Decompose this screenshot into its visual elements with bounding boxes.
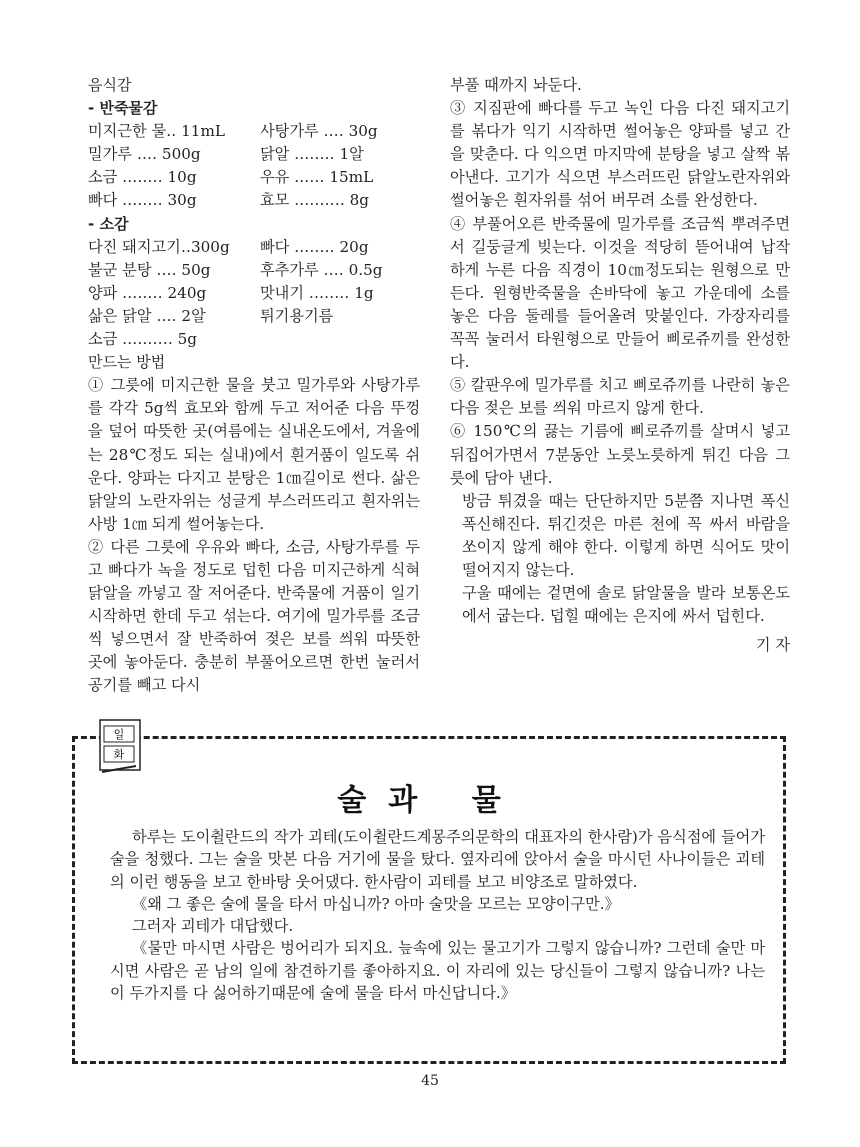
ingredient-item: 소금 ‥‥‥‥‥ 5g [88,330,198,349]
left-column [88,74,420,698]
ingredient-item: 맛내기 ‥‥‥‥ 1g [260,283,374,302]
step-5: ⑤ 칼판우에 밀가루를 치고 삐로쥬끼를 나란히 놓은 다음 젖은 보를 씌워 마르지 않게 한다. [450,376,790,418]
author: 기 자 [755,636,790,655]
story-quote: 《왜 그 좋은 술에 물을 타서 마십니까? 아마 술맛을 모르는 모양이구만.》 [132,894,620,913]
ingredient-item: 빠다 ‥‥‥‥ 30g [88,191,197,210]
filling-subheading: - 소감 [88,214,129,233]
story-paragraph: 그러자 괴테가 대답했다. [132,917,294,936]
story-quote: 《물만 마시면 사람은 벙어리가 되지요. 늪속에 있는 물고기가 그렇지 않습니까? 그런데 술만 마시면 사람은 곧 남의 일에 참견하기를 좋아하지요. 이 자리에 있는 당신들이 그렇지 않습니까? 나는 이 두가지를 다 싫어하기때문에 술에 물을 타서 마신답니다.》 [110,939,765,1003]
step-2: ② 다른 그릇에 우유와 빠다, 소금, 사탕가루를 두고 빠다가 녹을 정도로 덥힌 다음 미지근하게 식혀 닭알을 까넣고 잘 저어준다. 반죽물에 거품이 일기 시작하면 한데 두고 섞는다. 여기에 밀가루를 조금씩 넣으면서 잘 반죽하여 젖은 보를 씌워 따뜻한 곳에 놓아둔다. 충분히 부풀어오르면 한번 눌러서 공기를 빼고 다시 [88,537,420,695]
anecdote-badge-icon [96,716,148,776]
note-2: 구울 때에는 겉면에 솔로 닭알물을 발라 보통온도에서 굽는다. 덥힐 때에는 은지에 싸서 덥힌다. [462,584,790,626]
ingredient-item: 사탕가루 ‥‥ 30g [260,122,378,141]
ingredient-item: 양파 ‥‥‥‥ 240g [88,283,207,302]
ingredient-item: 불군 분탕 ‥‥ 50g [88,260,211,279]
story-title: 술과 물 [337,783,523,818]
step-4: ④ 부풀어오른 반죽물에 밀가루를 조금씩 뿌려주면서 길둥글게 빚는다. 이것을 적당히 뜯어내여 납작하게 누른 다음 직경이 10㎝정도되는 원형으로 만든다. 원형반죽물을 손바닥에 놓고 가운데에 소를 놓은 다음 둘레를 들어올려 맞붙인다. 가장자리를 꼭꼭 눌러서 타원형으로 만들어 삐로쥬끼를 완성한다. [450,214,790,372]
filling-ingredients [88,236,420,351]
method-heading: 만드는 방법 [88,353,166,372]
ingredient-item: 삶은 닭알 ‥‥ 2알 [88,306,206,325]
ingredient-item: 밀가루 ‥‥ 500g [88,145,201,164]
ingredient-item: 우유 ‥‥‥ 15mL [260,168,374,187]
step-3: ③ 지짐판에 빠다를 두고 녹인 다음 다진 돼지고기를 볶다가 익기 시작하면 썰어놓은 양파를 넣고 간을 맞춘다. 다 익으면 마지막에 분탕을 넣고 살짝 볶아낸다. 고기가 식으면 부스러뜨린 닭알노란자위와 썰어놓은 흰자위를 섞어 버무려 소를 완성한다. [450,99,790,210]
ingredients-heading: 음식감 [88,76,132,94]
badge-char-1: 일 [113,728,125,741]
dough-subheading: - 반죽물감 [88,99,158,118]
story-body [110,826,765,1004]
ingredient-item: 소금 ‥‥‥‥ 10g [88,168,197,187]
ingredient-item: 효모 ‥‥‥‥‥ 8g [260,191,370,210]
ingredient-item: 다진 돼지고기‥300g [88,237,230,256]
dough-ingredients [88,120,420,212]
right-column [450,74,790,657]
ingredient-item: 빠다 ‥‥‥‥ 20g [260,237,369,256]
page-number: 45 [421,1073,439,1089]
story-paragraph: 하루는 도이췰란드의 작가 괴테(도이췰란드계몽주의문학의 대표자의 한사람)가 음식점에 들어가 술을 청했다. 그는 술을 맛본 다음 거기에 물을 탔다. 옆자리에 앉아서 술을 마시던 사나이들은 괴테의 이런 행동을 보고 한바탕 웃어댔다. 한사람이 괴테를 보고 비양조로 말하였다. [110,828,765,891]
ingredient-item: 후추가루 ‥‥ 0.5g [260,260,383,279]
step-2-continued: 부풀 때까지 놔둔다. [450,76,582,94]
step-6: ⑥ 150℃의 끓는 기름에 삐로쥬끼를 살며시 넣고 뒤집어가면서 7분동안 노릇노릇하게 튀긴 다음 그릇에 담아 낸다. [450,422,790,487]
badge-char-2: 화 [113,748,125,761]
step-1: ① 그릇에 미지근한 물을 붓고 밀가루와 사탕가루를 각각 5g씩 효모와 함께 두고 저어준 다음 뚜껑을 덮어 따뜻한 곳(여름에는 실내온도에서, 겨울에는 28℃정도 되는 실내)에서 흰거품이 일도록 쉬운다. 양파는 다지고 분탕은 1㎝길이로 썬다. 삶은 닭알의 노란자위는 성글게 부스러뜨리고 흰자위는 사방 1㎝ 되게 썰어놓는다. [88,376,420,533]
note-1: 방금 튀겼을 때는 단단하지만 5분쯤 지나면 폭신폭신해진다. 튀긴것은 마른 천에 꼭 싸서 바람을 쏘이지 않게 해야 한다. 이렇게 하면 식어도 맛이 떨어지지 않는다. [462,491,790,579]
ingredient-item: 닭알 ‥‥‥‥ 1알 [260,145,364,164]
ingredient-item: 튀기용기름 [260,306,334,325]
ingredient-item: 미지근한 물‥ 11mL [88,122,225,141]
